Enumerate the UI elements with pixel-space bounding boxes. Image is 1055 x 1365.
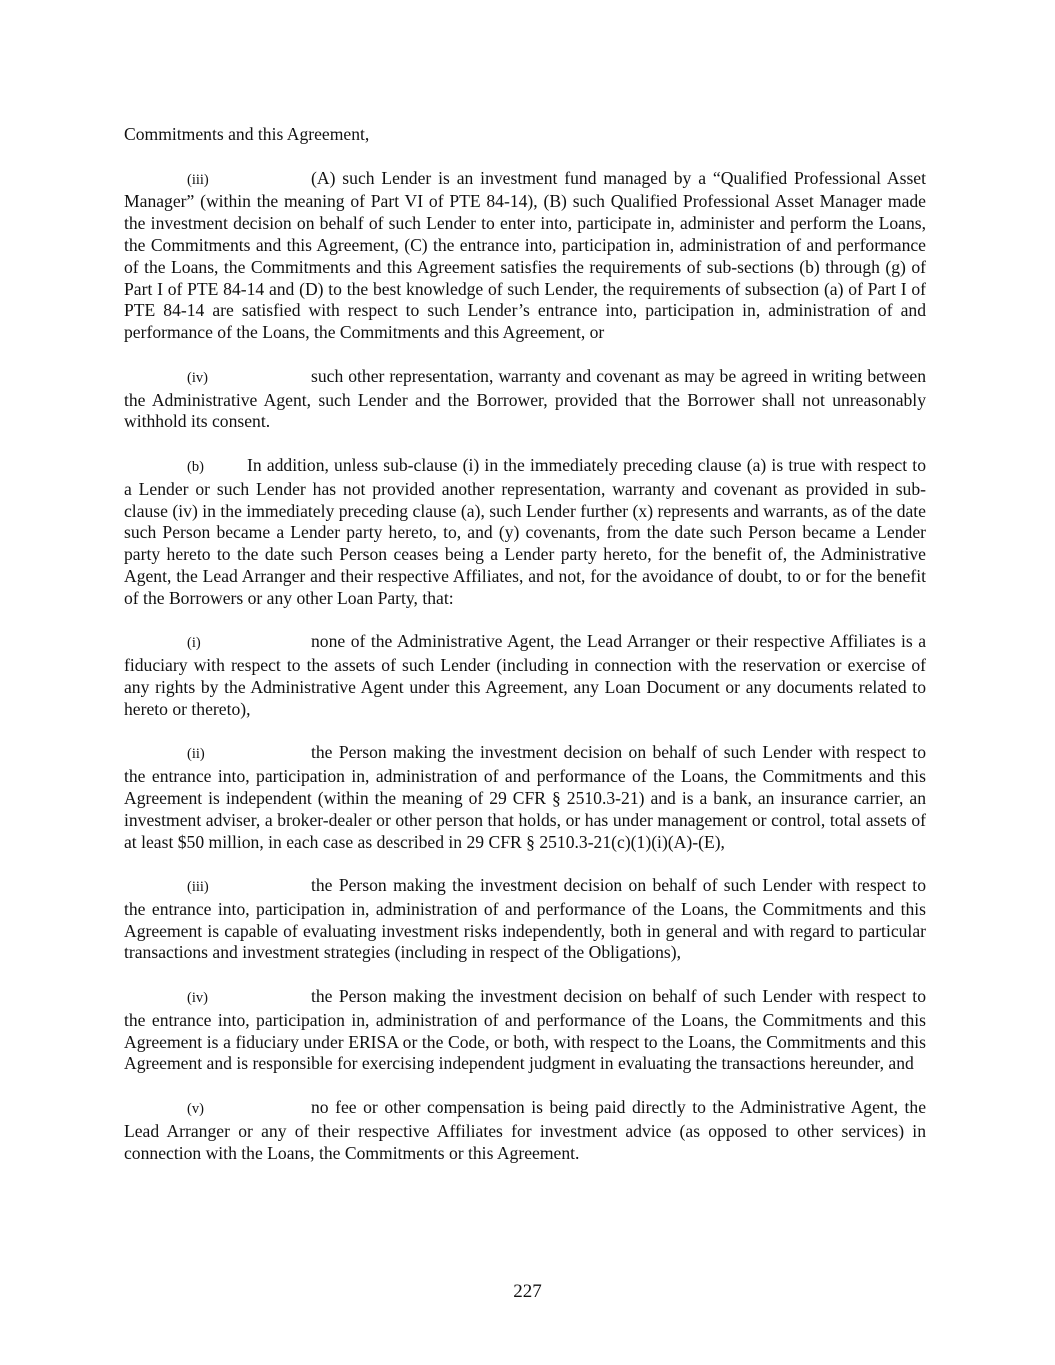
clause-text: no fee or other compensation is being paid directly to the Administrative Agent, the Lead Arranger or any of their respective Affiliates for investment advice (as opposed to other services) in connection with the Loans, the Commitments or this Agreement. xyxy=(124,1097,926,1163)
clause-label: (iv) xyxy=(187,990,208,1007)
clause-a-iii-paragraph xyxy=(124,168,926,344)
clause-b-paragraph xyxy=(124,455,926,610)
clause-a-iv-paragraph xyxy=(124,366,926,433)
clause-label: (ii) xyxy=(187,746,205,763)
clause-b-iii-paragraph xyxy=(124,875,926,964)
clause-label: (v) xyxy=(187,1101,204,1118)
clause-label: (iv) xyxy=(187,369,208,386)
clause-label: (iii) xyxy=(187,879,209,896)
clause-label: (b) xyxy=(187,458,204,475)
clause-b-v-paragraph xyxy=(124,1097,926,1164)
clause-b-ii-paragraph xyxy=(124,742,926,853)
continuation-paragraph: Commitments and this Agreement, xyxy=(124,124,370,144)
clause-text: the Person making the investment decision on behalf of such Lender with respect to the entrance into, participation in, administration of and performance of the Loans, the Commitments and this Agreement is independent (within the meaning of 29 CFR § 2510.3-21) and is a bank, an insurance carrier, an investment adviser, a broker-dealer or other person that holds, or has under management or control, total assets of at least $50 million, in each case as described in 29 CFR § 2510.3-21(c)(1)(i)(A)-(E), xyxy=(124,742,926,852)
clause-b-iv-paragraph xyxy=(124,986,926,1075)
clause-text: (A) such Lender is an investment fund managed by a “Qualified Professional Asset Manager” (within the meaning of Part VI of PTE 84-14), (B) such Qualified Professional Asset Manager made the investment decision on behalf of such Lender to enter into, participate in, administer and perform the Loans, the Commitments and this Agreement, (C) the entrance into, participation in, administration of and performance of the Loans, the Commitments and this Agreement satisfies the requirements of sub-sections (b) through (g) of Part I of PTE 84-14 and (D) to the best knowledge of such Lender, the requirements of subsection (a) of Part I of PTE 84-14 are satisfied with respect to such Lender’s entrance into, participation in, administration of and performance of the Loans, the Commitments and this Agreement, or xyxy=(124,167,926,343)
clause-text: none of the Administrative Agent, the Lead Arranger or their respective Affiliates is a fiduciary with respect to the assets of such Lender (including in connection with the reservation or exercise of any rights by the Administrative Agent under this Agreement, any Loan Document or any documents related to hereto or thereto), xyxy=(124,631,926,719)
clause-b-i-paragraph xyxy=(124,631,926,720)
clause-text: the Person making the investment decision on behalf of such Lender with respect to the entrance into, participation in, administration of and performance of the Loans, the Commitments and this Agreement is capable of evaluating investment risks independently, both in general and with regard to particular transactions and investment strategies (including in respect of the Obligations), xyxy=(124,875,926,963)
clause-text: the Person making the investment decision on behalf of such Lender with respect to the entrance into, participation in, administration of and performance of the Loans, the Commitments and this Agreement is a fiduciary under ERISA or the Code, or both, with respect to the Loans, the Commitments and this Agreement and is responsible for exercising independent judgment in evaluating the transactions hereunder, and xyxy=(124,986,926,1074)
page-number: 227 xyxy=(513,1281,542,1302)
clause-text: In addition, unless sub-clause (i) in the immediately preceding clause (a) is true with respect to a Lender or such Lender has not provided another representation, warranty and covenant as provided in sub-clause (iv) in the immediately preceding clause (a), such Lender further (x) represents and warrants, as of the date such Person became a Lender party hereto, to, and (y) covenants, from the date such Person became a Lender party hereto to the date such Person ceases being a Lender party hereto, for the benefit of, the Administrative Agent, the Lead Arranger and their respective Affiliates, and not, for the avoidance of doubt, to or for the benefit of the Borrowers or any other Loan Party, that: xyxy=(124,454,926,608)
document-page xyxy=(124,124,926,1164)
clause-text: such other representation, warranty and covenant as may be agreed in writing between the Administrative Agent, such Lender and the Borrower, provided that the Borrower shall not unreasonably withhold its consent. xyxy=(124,365,926,432)
clause-label: (iii) xyxy=(187,171,209,188)
clause-label: (i) xyxy=(187,635,201,652)
